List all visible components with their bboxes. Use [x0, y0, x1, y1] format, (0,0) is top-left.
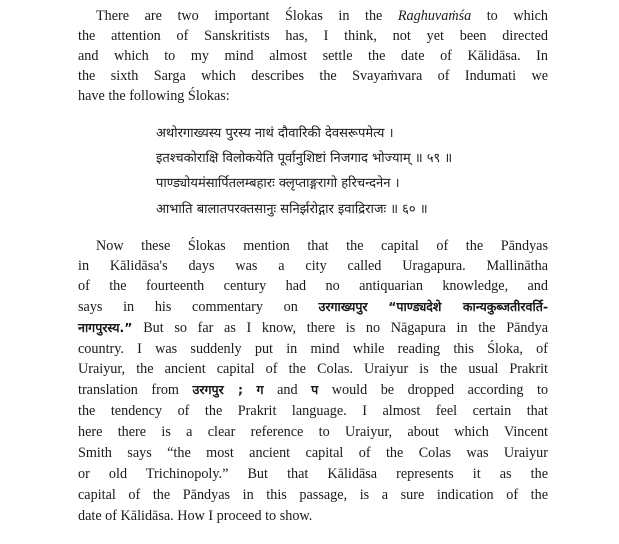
sloka-line-2: इतश्चकोराक्षि विलोकयेति पूर्वानुशिष्टां निजगाद भोज्याम् ॥ ५९ ॥ — [156, 151, 453, 166]
paragraph-2-line-12: or old Trichinopoly.” But that Kālidāsa represents it as the — [78, 466, 548, 482]
paragraph-2-line-2: in Kālidāsa's days was a city called Uragapura. Mallinātha — [78, 258, 548, 274]
sloka-line-3: पाण्ड्योयमंसार्पितलम्बहारः क्लृप्ताङ्गरागो हरिचन्दनेन । — [156, 176, 400, 191]
raghuvamsa-title: Raghuvaṁśa — [397, 8, 472, 24]
paragraph-2-line-3: of the fourteenth century had no antiquarian knowledge, and — [78, 278, 548, 294]
sloka-line-4: आभाति बालातपरक्तसानुः सनिर्झरोद्गार इवाद्रिराजः ॥ ६० ॥ — [156, 202, 428, 217]
paragraph-2-line-10: here there is a clear reference to Uraiyur, about which Vincent — [78, 424, 548, 440]
paragraph-2-line-9: the tendency of the Prakrit language. I almost feel certain that — [78, 403, 548, 419]
paragraph-2-line-11: Smith says “the most ancient capital of the Colas was Uraiyur — [78, 445, 548, 461]
devanagari-pa: प — [311, 382, 319, 397]
paragraph-1-line-4: the sixth Sarga which describes the Svayaṁvara of Indumati we — [78, 68, 548, 84]
devanagari-uragapura: उरगपुर ; — [192, 382, 244, 397]
devanagari-nagapurasya: नागपुरस्य.” — [78, 320, 133, 335]
paragraph-2-line-8: translation from उरगपुर ; ग and प would be dropped according to — [78, 382, 549, 398]
sloka-line-1: अथोरगाख्यस्य पुरस्य नाथं दौवारिकी देवसरूपमेत्य । — [156, 126, 394, 141]
paragraph-1-line-5: have the following Ślokas: — [78, 88, 230, 104]
paragraph-2-line-4: says in his commentary on उरगाख्यपुर “पाण्ड्यदेशे कान्यकुब्जतीरवर्ति- — [78, 299, 549, 315]
paragraph-2-line-6: country. I was suddenly put in mind while reading this Śloka, of — [78, 341, 548, 357]
paragraph-1-line-2: the attention of Sanskritists has, I think, not yet been directed — [78, 28, 548, 44]
paragraph-2-line-13: capital of the Pāndyas in this passage, is a sure indication of the — [78, 487, 548, 503]
devanagari-ga: ग — [256, 382, 264, 397]
paragraph-1-line-3: and which to my mind almost settle the date of Kālidāsa. In — [78, 48, 548, 64]
paragraph-2-line-1: Now these Ślokas mention that the capital of the Pāndyas — [96, 238, 548, 254]
paragraph-1-line-1: There are two important Ślokas in the Raghuvaṁśa to which — [96, 8, 548, 24]
paragraph-2-line-14: date of Kālidāsa. How I proceed to show. — [78, 508, 313, 524]
paragraph-2-line-7: Uraiyur, the ancient capital of the Colas. Uraiyur is the usual Prakrit — [78, 361, 548, 377]
devanagari-uragakhyapura: उरगाख्यपुर — [318, 299, 368, 314]
devanagari-commentary-quote: “पाण्ड्यदेशे कान्यकुब्जतीरवर्ति- — [388, 299, 549, 314]
paragraph-2-line-5: नागपुरस्य.” But so far as I know, there is no Nāgapura in the Pāndya — [78, 320, 548, 336]
